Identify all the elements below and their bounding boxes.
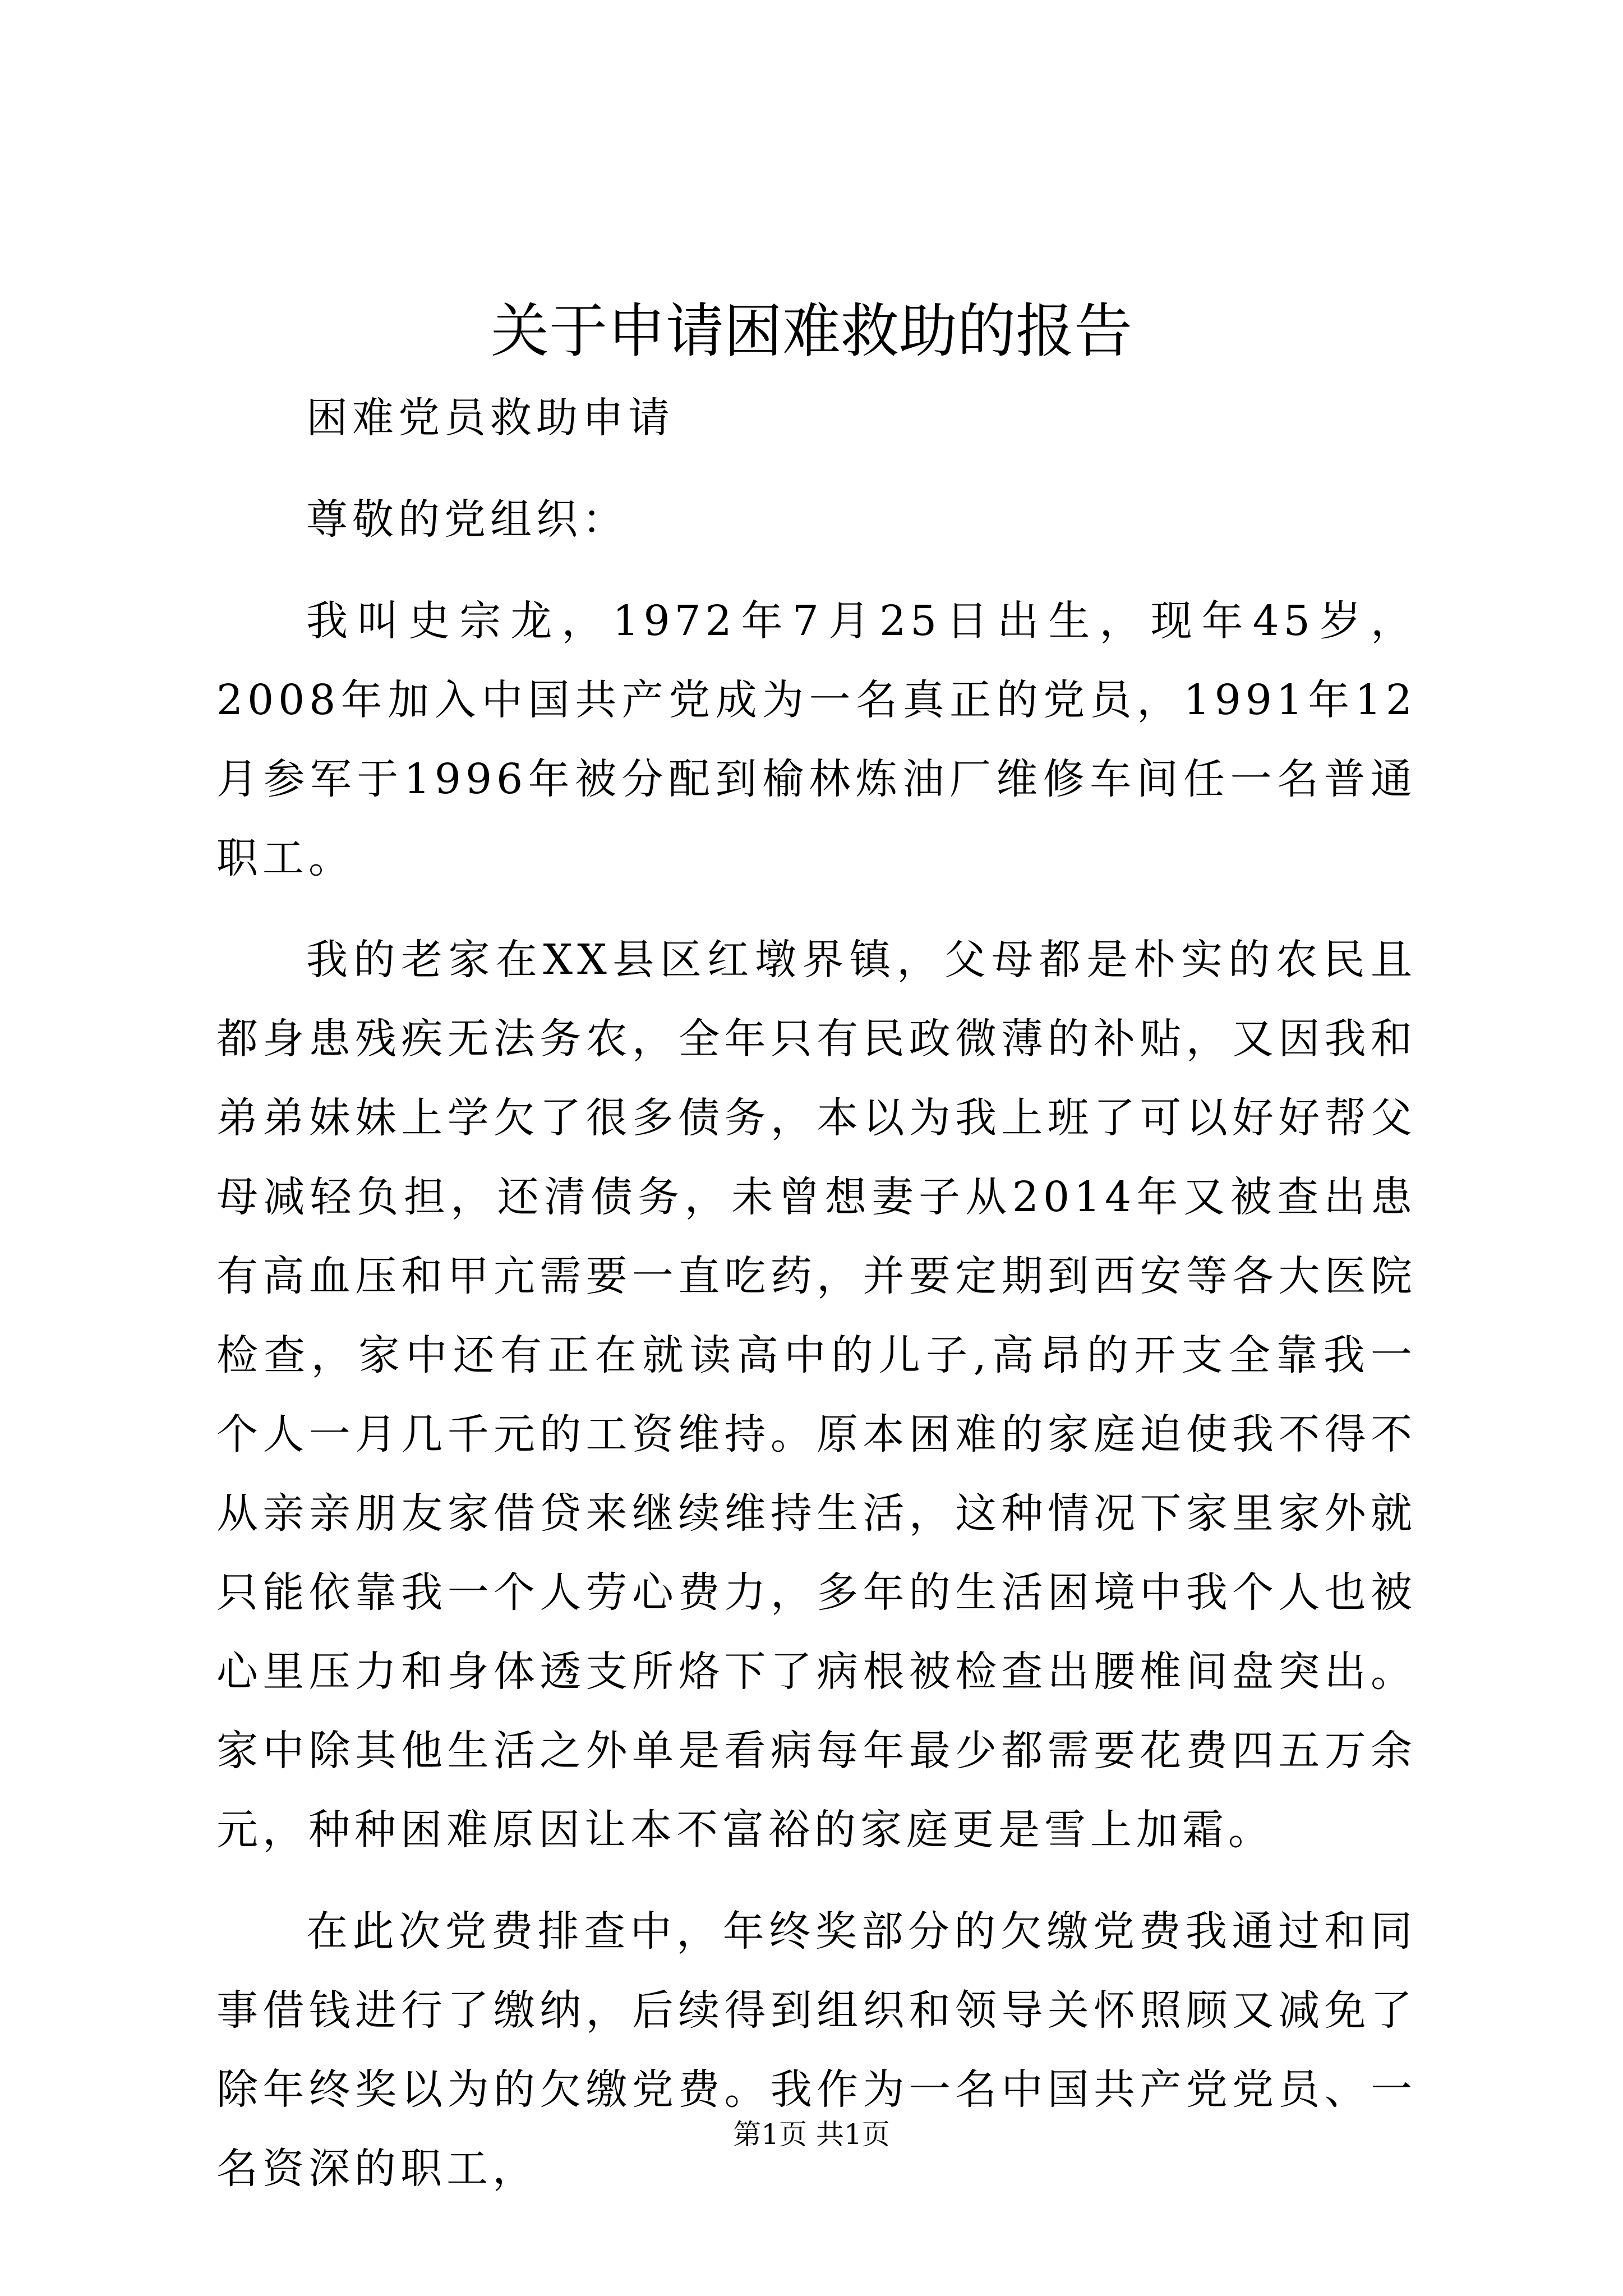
paragraph-introduction: 我叫史宗龙，1972年7月25日出生，现年45岁，2008年加入中国共产党成为一名真正的党员，1991年12月参军于1996年被分配到榆林炼油厂维修车间任一名普通职工。 [216, 597, 1417, 882]
paragraph-family-situation: 我的老家在XX县区红墩界镇，父母都是朴实的农民且都身患残疾无法务农，全年只有民政微薄的补贴，又因我和弟弟妹妹上学欠了很多债务，本以为我上班了可以好好帮父母减轻负担，还清债务，未曾想妻子从2014年又被查出患有高血压和甲亢需要一直吃药，并要定期到西安等各大医院检查，家中还有正在就读高中的儿子,高昂的开支全靠我一个人一月几千元的工资维持。原本困难的家庭迫使我不得不从亲亲朋友家借贷来继续维持生活，这种情况下家里家外就只能依靠我一个人劳心费力，多年的生活困境中我个人也被心里压力和身体透支所烙下了病根被检查出腰椎间盘突出。家中除其他生活之外单是看病每年最少都需要花费四五万余元，种种困难原因让本不富裕的家庭更是雪上加霜。 [216, 936, 1417, 1854]
paragraph-party-dues: 在此次党费排查中，年终奖部分的欠缴党费我通过和同事借钱进行了缴纳，后续得到组织和领导关怀照顾又减免了除年终奖以为的欠缴党费。我作为一名中国共产党党员、一名资深的职工， [216, 1907, 1417, 2193]
document-body [216, 379, 1417, 2231]
page-number-footer: 第1页 共1页 [733, 2118, 890, 2151]
document-title: 关于申请困难救助的报告 [490, 297, 1132, 365]
paragraph-subject: 困难党员救助申请 [306, 394, 674, 442]
paragraph-salutation: 尊敬的党组织： [306, 495, 628, 544]
